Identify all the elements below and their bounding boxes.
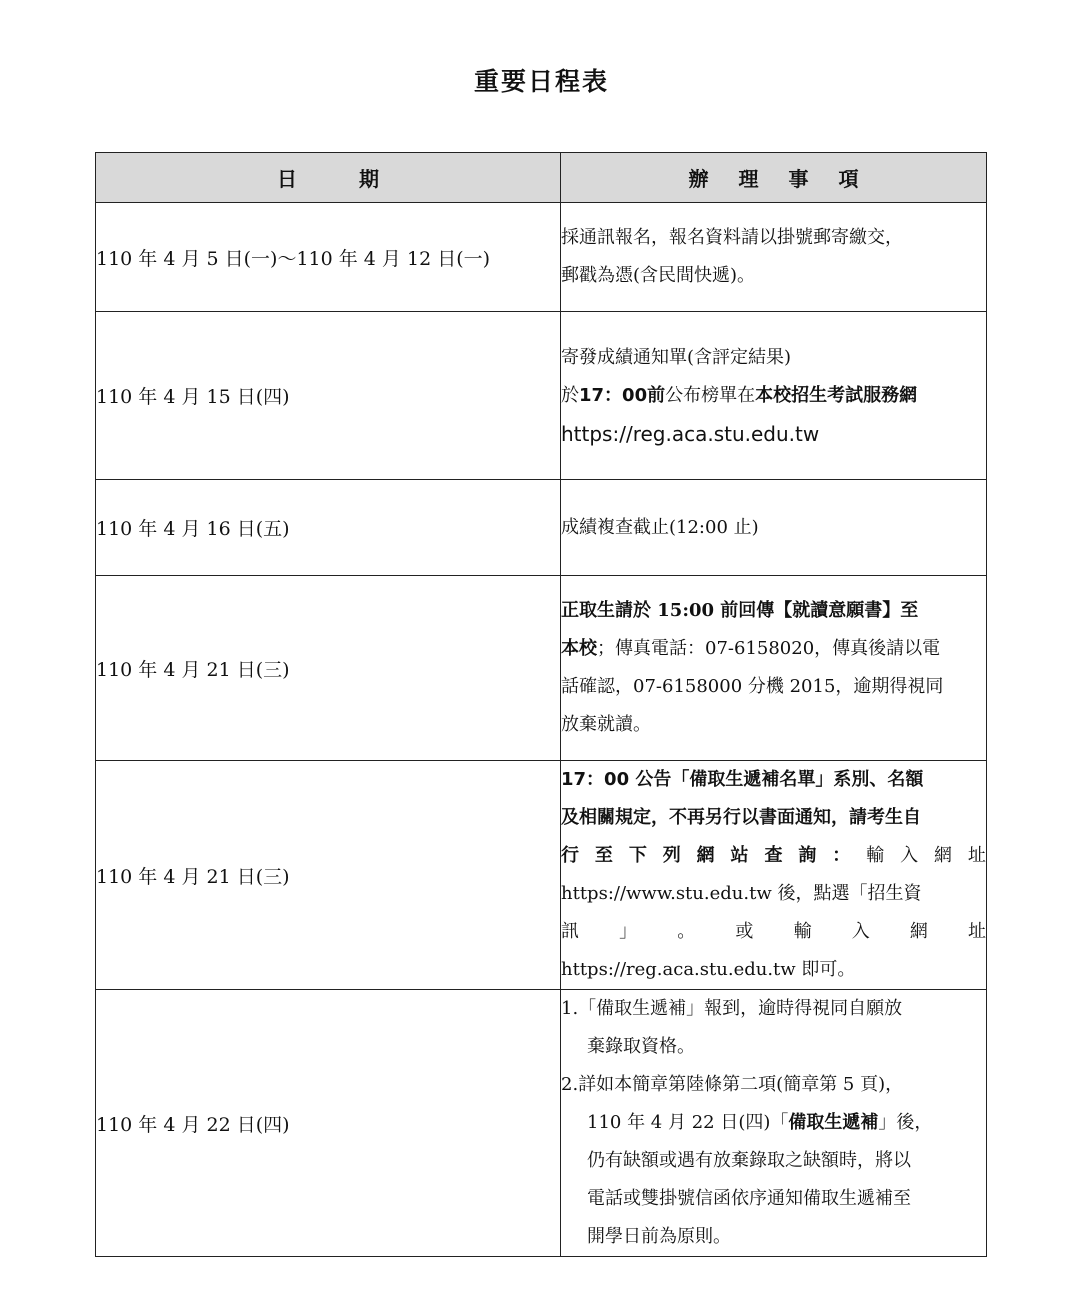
- item-line: [561, 913, 986, 951]
- table-row: [96, 480, 987, 576]
- table-row: [96, 576, 987, 761]
- item-line: 話確認，07-6158000 分機 2015，逾期得視同: [561, 676, 944, 697]
- table-row: [96, 990, 987, 1257]
- item-line: 放棄就讀。: [561, 714, 651, 735]
- header-item: 辦理事項: [561, 153, 987, 203]
- item-line: 正取生請於 15:00 前回傳【就讀意願書】至: [561, 600, 919, 621]
- row-item: [561, 203, 987, 312]
- item-line: 2.詳如本簡章第陸條第二項(簡章第 5 頁)，: [561, 1074, 904, 1095]
- item-line: 及相關規定，不再另行以書面通知，請考生自: [561, 807, 921, 828]
- text-segment: 入: [900, 845, 919, 866]
- text-segment: 查: [764, 845, 783, 866]
- row-date: 110 年 4 月 21 日(三): [96, 576, 561, 761]
- text-segment: 入: [851, 921, 870, 942]
- item-line: 仍有缺額或遇有放棄錄取之缺額時，將以: [587, 1150, 911, 1171]
- text-segment: 公布榜單在: [665, 384, 756, 406]
- text-segment: 或: [735, 921, 754, 942]
- page-title: 重要日程表: [473, 67, 609, 96]
- text-segment: 網: [696, 845, 715, 866]
- row-item: [561, 480, 987, 576]
- row-item: [561, 576, 987, 761]
- item-line: [561, 630, 986, 668]
- row-item: [561, 312, 987, 480]
- text-segment: 本校: [561, 638, 597, 659]
- text-segment: 於: [561, 384, 579, 406]
- item-line: 1.「備取生遞補」報到，逾時得視同自願放: [561, 998, 903, 1019]
- row-date: 110 年 4 月 15 日(四): [96, 312, 561, 480]
- table-header-row: [96, 153, 987, 203]
- text-segment: 列: [662, 845, 681, 866]
- item-line: [561, 377, 986, 415]
- deadline-time: 17：00前: [579, 384, 666, 406]
- text-segment: 址: [967, 845, 986, 866]
- item-line: 成績複查截止(12:00 止): [561, 516, 759, 538]
- text-segment: 輸: [793, 921, 812, 942]
- text-segment: 下: [628, 845, 647, 866]
- text-segment: 110 年 4 月 22 日(四)「: [587, 1112, 789, 1133]
- text-segment: 址: [967, 921, 986, 942]
- table-row: [96, 761, 987, 990]
- header-date: 日期: [96, 153, 561, 203]
- text-segment: 輸: [866, 845, 885, 866]
- text-segment: 備取生遞補: [788, 1112, 879, 1133]
- item-line: 郵戳為憑(含民間快遞)。: [561, 265, 756, 286]
- service-site-name: 本校招生考試服務網: [755, 384, 918, 406]
- text-segment: 訊: [561, 921, 579, 942]
- text-segment: 。: [677, 921, 696, 942]
- row-date: 110 年 4 月 5 日(一)～110 年 4 月 12 日(一): [96, 203, 561, 312]
- text-segment: 網: [909, 921, 928, 942]
- row-date: 110 年 4 月 21 日(三): [96, 761, 561, 990]
- text-segment: 」後，: [878, 1112, 933, 1133]
- text-segment: ；傳真電話：07-6158020，傳真後請以電: [597, 638, 941, 659]
- row-date: 110 年 4 月 16 日(五): [96, 480, 561, 576]
- item-line: [561, 1104, 986, 1142]
- item-line: 棄錄取資格。: [587, 1036, 695, 1057]
- item-line: https://reg.aca.stu.edu.tw 即可。: [561, 959, 856, 980]
- text-segment: 站: [730, 845, 749, 866]
- table-row: [96, 312, 987, 480]
- schedule-table: [95, 152, 987, 1257]
- item-line: 採通訊報名，報名資料請以掛號郵寄繳交，: [561, 227, 903, 248]
- item-line: 寄發成績通知單(含評定結果): [561, 346, 792, 368]
- row-date: 110 年 4 月 22 日(四): [96, 990, 561, 1257]
- service-site-url[interactable]: https://reg.aca.stu.edu.tw: [561, 421, 820, 446]
- text-segment: 至: [594, 845, 613, 866]
- item-line: 電話或雙掛號信函依序通知備取生遞補至: [587, 1188, 911, 1209]
- table-row: [96, 203, 987, 312]
- item-line: https://www.stu.edu.tw 後，點選「招生資: [561, 883, 922, 904]
- text-segment: ：: [832, 845, 851, 866]
- item-line: 開學日前為原則。: [587, 1226, 731, 1247]
- text-segment: 行: [561, 845, 579, 866]
- text-segment: 網: [933, 845, 952, 866]
- text-segment: 詢: [798, 845, 817, 866]
- row-item: [561, 761, 987, 990]
- item-line: [561, 837, 986, 875]
- text-segment: 」: [619, 921, 638, 942]
- row-item: [561, 990, 987, 1257]
- item-line: 17：00 公告「備取生遞補名單」系別、名額: [561, 769, 924, 790]
